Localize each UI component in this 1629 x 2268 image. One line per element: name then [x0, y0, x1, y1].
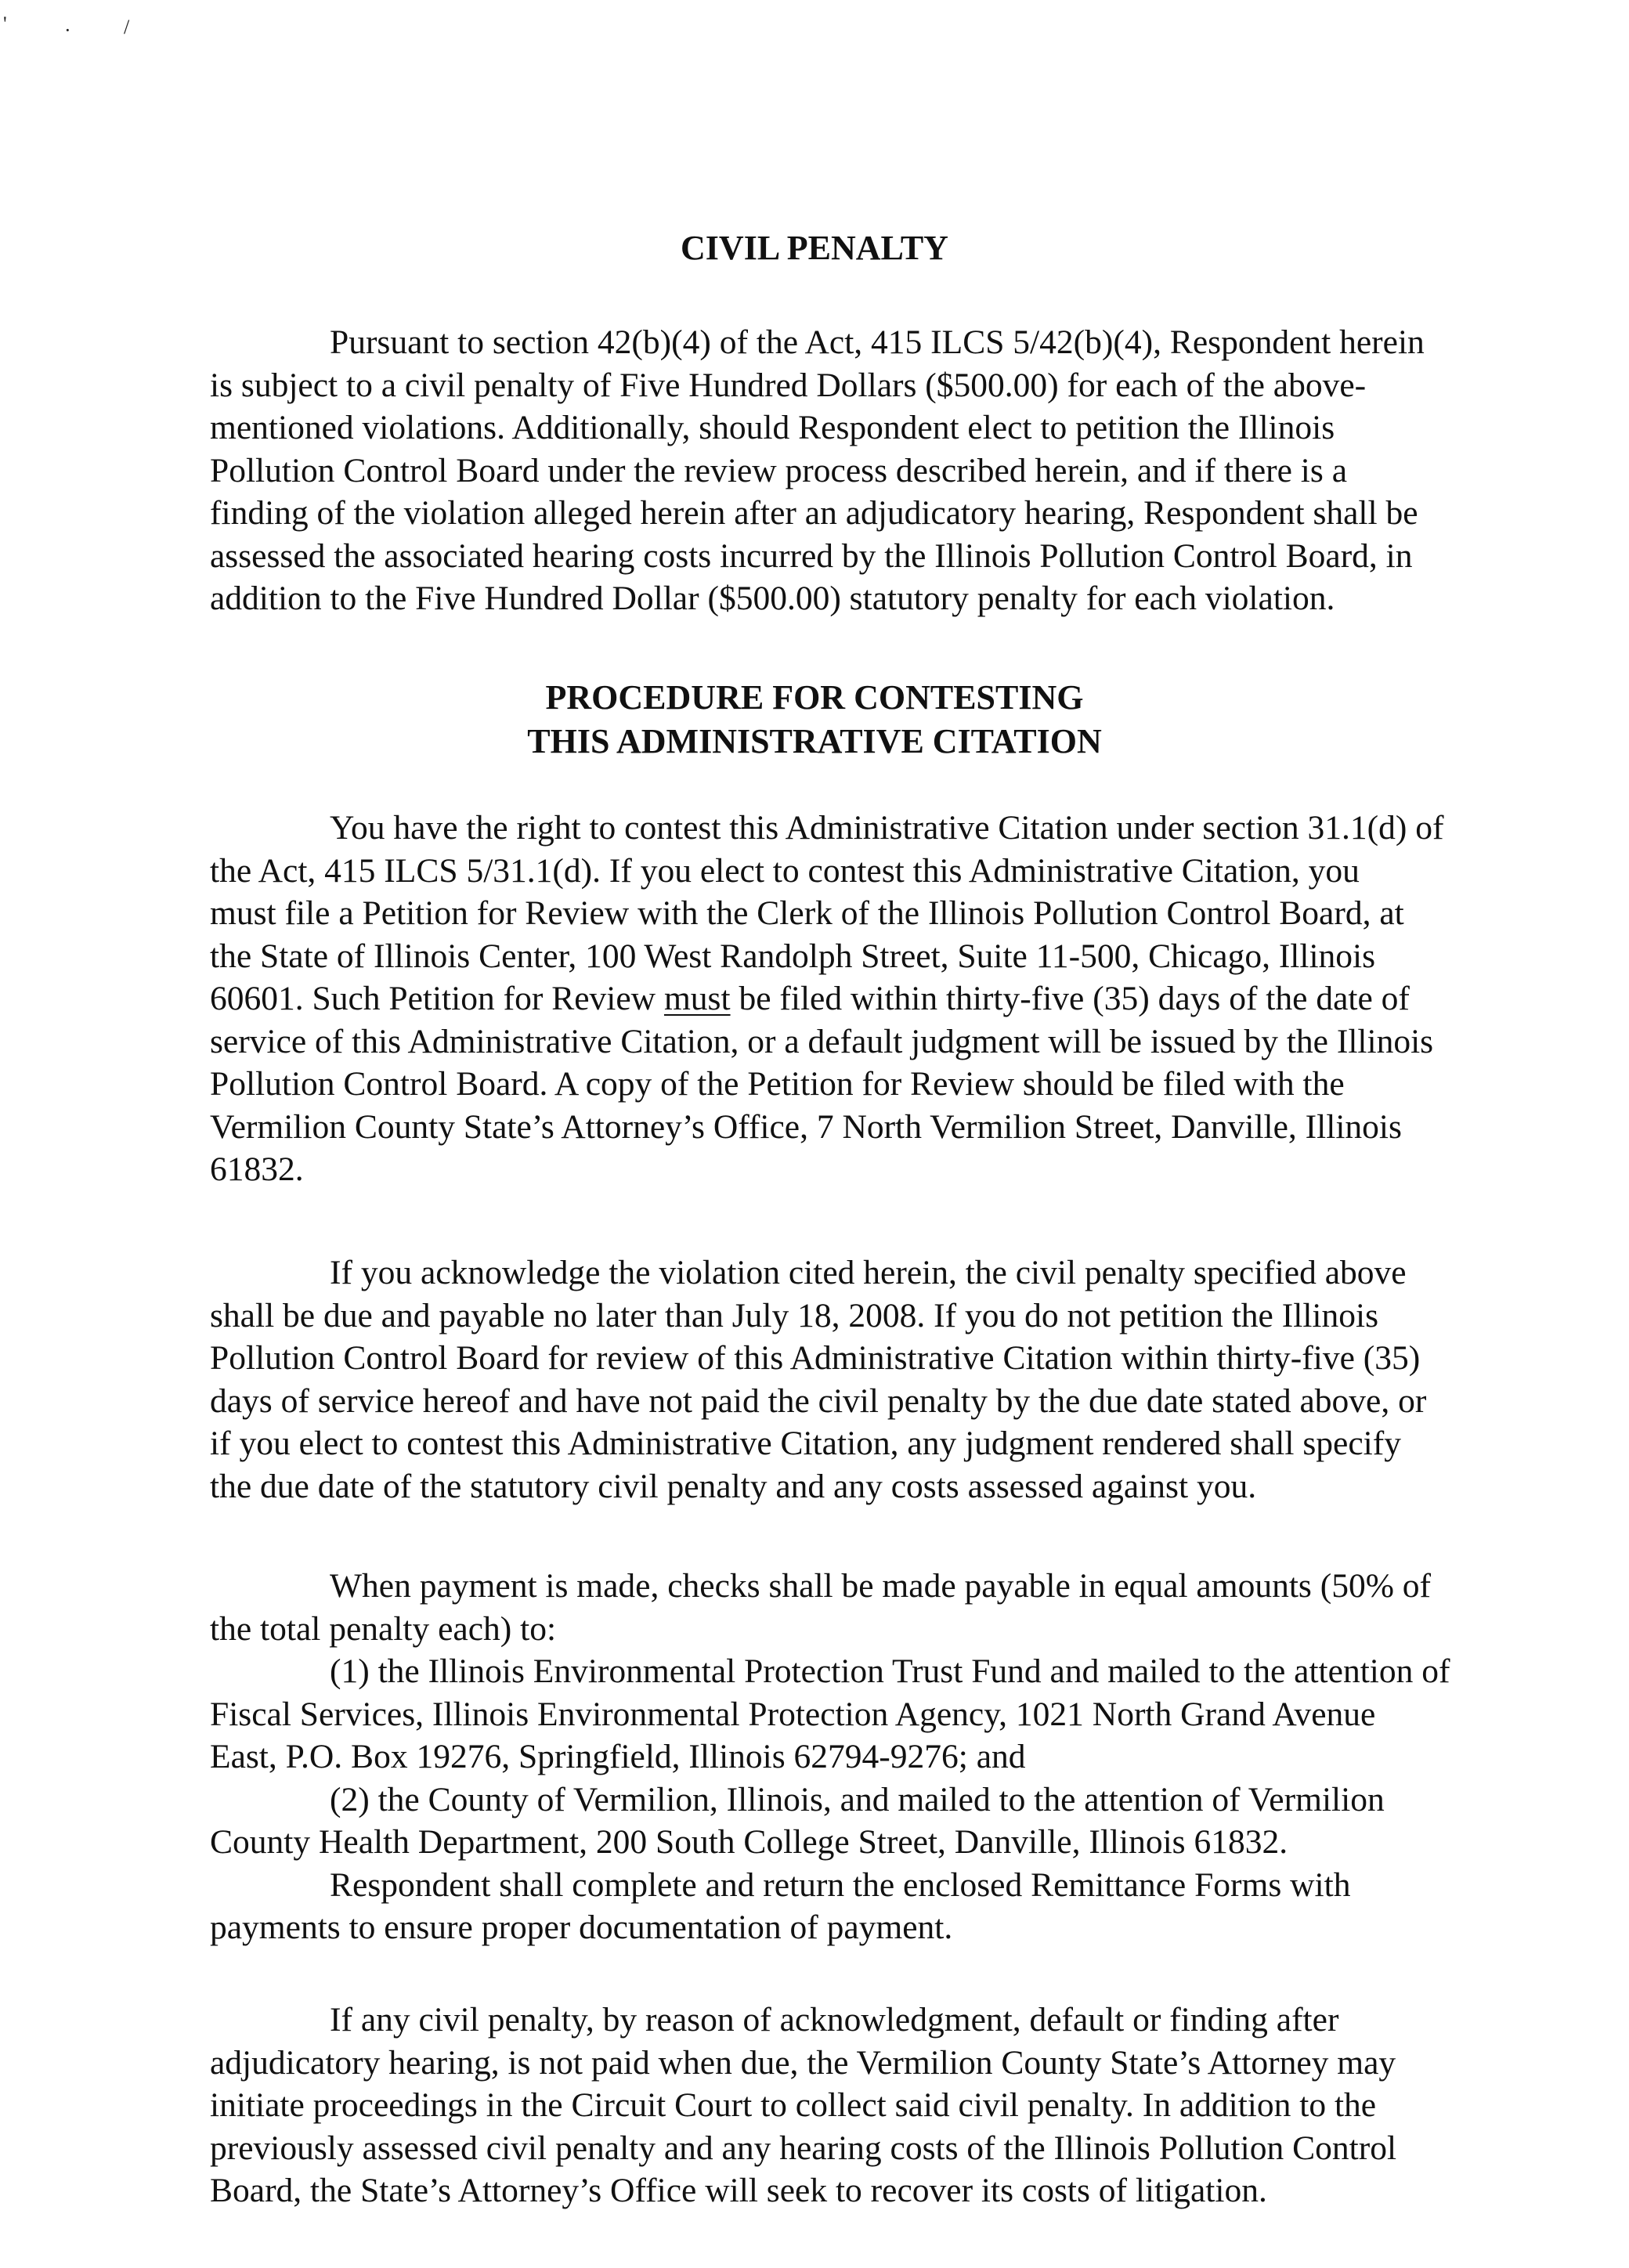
paragraph-line: East, P.O. Box 19276, Springfield, Illinois 62794-9276; and: [210, 1738, 1026, 1775]
paragraph-line: Pollution Control Board for review of this Administrative Citation within thirty-five (35): [210, 1339, 1421, 1377]
paragraph-line: the due date of the statutory civil penalty and any costs assessed against you.: [210, 1467, 1257, 1505]
paragraph-line: previously assessed civil penalty and any hearing costs of the Illinois Pollution Control: [210, 2129, 1397, 2167]
paragraph-line: If you acknowledge the violation cited herein, the civil penalty specified above: [330, 1254, 1407, 1291]
procedure-heading-line2: THIS ADMINISTRATIVE CITATION: [527, 722, 1102, 760]
paragraph-line: finding of the violation alleged herein after an adjudicatory hearing, Respondent shall be: [210, 494, 1418, 532]
scan-mark: ·: [64, 19, 71, 42]
paragraph-line: [210, 977, 1620, 1020]
paragraph-line: is subject to a civil penalty of Five Hundred Dollars ($500.00) for each of the above-: [210, 366, 1367, 404]
acknowledgment-paragraph: [210, 1251, 1620, 1508]
paragraph-line: Pollution Control Board under the review process described herein, and if there is a: [210, 451, 1348, 489]
line-segment: be filed within thirty-five (35) days of the date of: [730, 980, 1410, 1017]
paragraph-line: Board, the State’s Attorney’s Office will seek to recover its costs of litigation.: [210, 2172, 1267, 2209]
scan-mark: ': [3, 13, 7, 35]
paragraph-line: initiate proceedings in the Circuit Court to collect said civil penalty. In addition to the: [210, 2086, 1377, 2124]
paragraph-line: 61832.: [210, 1150, 304, 1188]
collection-paragraph: [210, 1999, 1620, 2212]
paragraph-line: the State of Illinois Center, 100 West Randolph Street, Suite 11-500, Chicago, Illinois: [210, 937, 1376, 975]
paragraph-line: County Health Department, 200 South College Street, Danville, Illinois 61832.: [210, 1823, 1288, 1861]
paragraph-line: if you elect to contest this Administrative Citation, any judgment rendered shall specify: [210, 1425, 1401, 1462]
paragraph-line: assessed the associated hearing costs incurred by the Illinois Pollution Control Board, in: [210, 536, 1413, 575]
paragraph-line: the Act, 415 ILCS 5/31.1(d). If you elect to contest this Administrative Citation, you: [210, 851, 1360, 890]
paragraph-line: Pursuant to section 42(b)(4) of the Act, 415 ILCS 5/42(b)(4), Respondent herein: [330, 323, 1425, 361]
paragraph-line: shall be due and payable no later than July 18, 2008. If you do not petition the Illinois: [210, 1296, 1378, 1334]
paragraph-line: (2) the County of Vermilion, Illinois, and mailed to the attention of Vermilion: [330, 1780, 1385, 1818]
paragraph-line: Fiscal Services, Illinois Environmental Protection Agency, 1021 North Grand Avenue: [210, 1695, 1376, 1733]
contest-right-paragraph: [210, 807, 1620, 1191]
paragraph-line: days of service hereof and have not paid the civil penalty by the due date stated above, or: [210, 1381, 1427, 1420]
paragraph-line: Pollution Control Board. A copy of the Petition for Review should be filed with the: [210, 1065, 1345, 1103]
paragraph-line: must file a Petition for Review with the Clerk of the Illinois Pollution Control Board, at: [210, 894, 1404, 932]
paragraph-line: adjudicatory hearing, is not paid when due, the Vermilion County State’s Attorney may: [210, 2043, 1396, 2082]
paragraph-line: the total penalty each) to:: [210, 1609, 557, 1648]
paragraph-line: If any civil penalty, by reason of acknowledgment, default or finding after: [330, 2001, 1339, 2039]
civil-penalty-heading: CIVIL PENALTY: [681, 229, 948, 267]
must-underlined: must: [663, 980, 731, 1017]
paragraph-line: addition to the Five Hundred Dollar ($500.00) statutory penalty for each violation.: [210, 580, 1335, 617]
paragraph-line: Vermilion County State’s Attorney’s Office, 7 North Vermilion Street, Danville, Illinois: [210, 1107, 1402, 1146]
procedure-heading-line1: PROCEDURE FOR CONTESTING: [545, 678, 1084, 717]
paragraph-line: When payment is made, checks shall be made payable in equal amounts (50% of: [330, 1567, 1432, 1605]
line-segment: 60601. Such Petition for Review: [210, 980, 664, 1017]
paragraph-line: Respondent shall complete and return the enclosed Remittance Forms with: [330, 1865, 1351, 1904]
paragraph-line: (1) the Illinois Environmental Protection Trust Fund and mailed to the attention of: [330, 1652, 1450, 1690]
paragraph-line: payments to ensure proper documentation of payment.: [210, 1909, 953, 1946]
paragraph-line: mentioned violations. Additionally, should Respondent elect to petition the Illinois: [210, 409, 1335, 446]
paragraph-line: service of this Administrative Citation, or a default judgment will be issued by the Illinois: [210, 1022, 1434, 1060]
payment-paragraph: [210, 1565, 1620, 1949]
paragraph-line: You have the right to contest this Administrative Citation under section 31.1(d) of: [330, 809, 1444, 847]
civil-penalty-paragraph: [210, 321, 1620, 620]
scan-mark: /: [124, 16, 130, 38]
